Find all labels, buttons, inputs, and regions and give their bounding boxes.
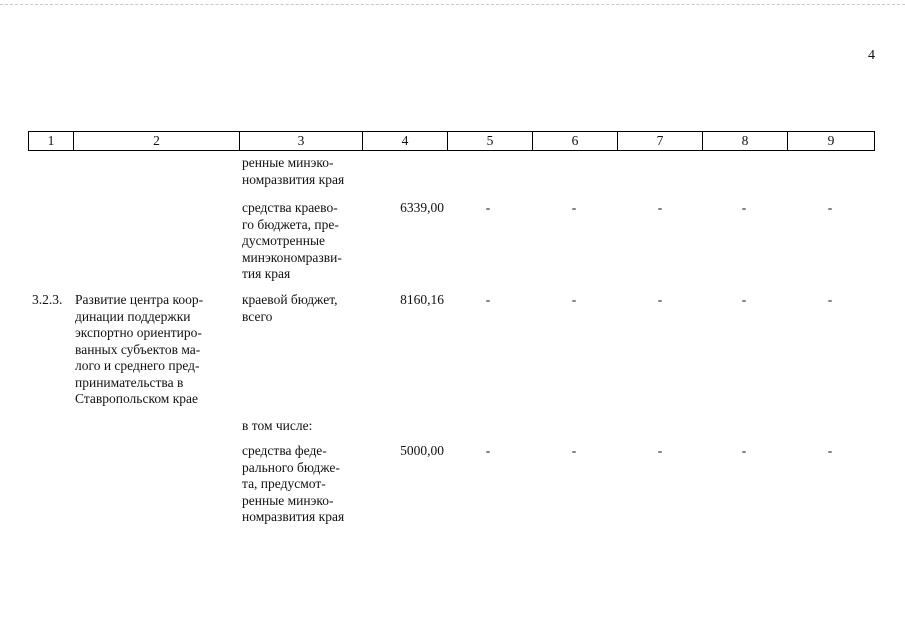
- empty-value-dash: -: [741, 443, 747, 458]
- empty-value-dash: -: [827, 292, 833, 307]
- source-line: номразвития края: [242, 171, 345, 187]
- empty-value-dash: -: [657, 292, 663, 307]
- column-header-1: 1: [47, 133, 55, 148]
- column-header-2: 2: [73, 132, 239, 150]
- item-name: Развитие центра коор- динации поддержки экспортно ориентиро- ванных субъектов ма- лого и среднего пред- принимательства в Ставропольском крае: [75, 292, 204, 406]
- table-header-row: [28, 131, 875, 151]
- scan-edge-line: [0, 4, 905, 5]
- empty-value-dash: -: [485, 443, 491, 458]
- column-header-5: 5: [447, 132, 532, 150]
- column-header-4: 4: [362, 132, 447, 150]
- column-header-3: 3: [239, 132, 362, 150]
- table-row: [242, 155, 358, 188]
- empty-value-dash: -: [657, 443, 663, 458]
- funding-source: средства краево- го бюджета, пре- дусмотренные минэкономразви- тия края: [242, 200, 342, 281]
- empty-value-dash: -: [741, 292, 747, 307]
- funding-source: краевой бюджет, всего: [242, 292, 338, 324]
- amount-value: 5000,00: [400, 443, 444, 458]
- item-number: 3.2.3.: [32, 292, 63, 307]
- empty-value-dash: -: [571, 200, 577, 215]
- source-line: ренные минэко-: [242, 155, 334, 170]
- column-header-7: 7: [617, 132, 702, 150]
- page-number: 4: [868, 48, 875, 63]
- empty-value-dash: -: [571, 292, 577, 307]
- empty-value-dash: -: [485, 200, 491, 215]
- empty-value-dash: -: [741, 200, 747, 215]
- empty-value-dash: -: [485, 292, 491, 307]
- funding-source: в том числе:: [242, 418, 313, 433]
- empty-value-dash: -: [657, 200, 663, 215]
- amount-value: 6339,00: [400, 200, 444, 215]
- amount-value: 8160,16: [400, 292, 444, 307]
- column-header-9: 9: [787, 132, 874, 150]
- empty-value-dash: -: [827, 200, 833, 215]
- column-header-8: 8: [702, 132, 787, 150]
- empty-value-dash: -: [827, 443, 833, 458]
- funding-source: средства феде- рального бюдже- та, предусмот- ренные минэко- номразвития края: [242, 443, 345, 524]
- empty-value-dash: -: [571, 443, 577, 458]
- column-header-6: 6: [532, 132, 617, 150]
